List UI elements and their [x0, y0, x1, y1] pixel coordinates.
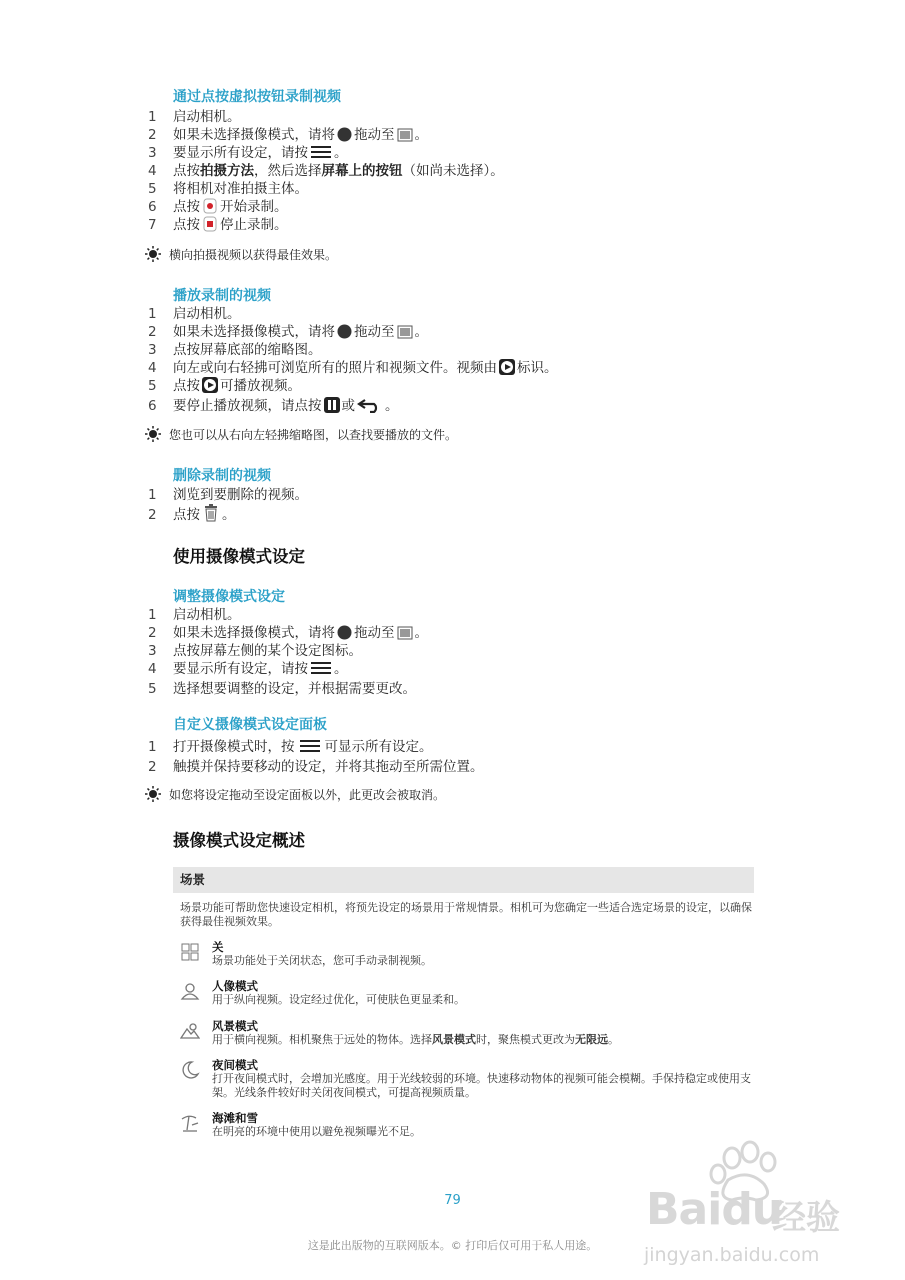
step: 4 要显示所有设定，请按 。: [148, 660, 348, 678]
tip: 您也可以从右向左轻拂缩略图，以查找要播放的文件。: [145, 426, 457, 443]
table-header: 场景: [173, 867, 754, 893]
step: 2 如果未选择摄像模式，请将 拖动至 。: [148, 126, 428, 144]
menu-icon: [297, 738, 323, 759]
step: 5 将相机对准拍摄主体。: [148, 181, 308, 197]
scene-off-icon: [180, 942, 200, 962]
step: 4 点按拍摄方法，然后选择屏幕上的按钮（如尚未选择）。: [148, 163, 504, 179]
mode-selector-knob-icon: [337, 324, 352, 344]
watermark-url: jingyan.baidu.com: [644, 1244, 820, 1266]
video-play-icon: [202, 377, 218, 398]
step: 3 点按屏幕左侧的某个设定图标。: [148, 643, 362, 659]
section-title-adjust-settings: 调整摄像模式设定: [173, 589, 285, 605]
heading-settings-overview: 摄像模式设定概述: [173, 831, 305, 850]
menu-icon: [310, 660, 332, 681]
step: 1 启动相机。: [148, 306, 241, 322]
step: 3 点按屏幕底部的缩略图。: [148, 342, 322, 358]
tip: 如您将设定拖动至设定面板以外，此更改会被取消。: [145, 786, 445, 803]
step: 3 要显示所有设定，请按 。: [148, 144, 348, 162]
beach-snow-icon: [180, 1113, 200, 1133]
step: 6 点按 开始录制。: [148, 198, 288, 216]
trash-icon: [202, 504, 220, 527]
scene-title: 人像模式: [212, 979, 258, 993]
step: 2 如果未选择摄像模式，请将 拖动至 。: [148, 323, 428, 341]
step: 2 点按 。: [148, 504, 236, 522]
scene-desc: 用于纵向视频。设定经过优化，可使肤色更显柔和。: [212, 993, 465, 1006]
landscape-icon: [180, 1021, 200, 1041]
section-title-record-video: 通过点按虚拟按钮录制视频: [173, 89, 341, 105]
video-mode-icon: [397, 325, 413, 344]
scene-title: 夜间模式: [212, 1058, 258, 1072]
step: 1 浏览到要删除的视频。: [148, 487, 308, 503]
scene-desc: 用于横向视频。相机聚焦于远处的物体。选择风景模式时，聚焦模式更改为无限远。: [212, 1033, 619, 1046]
step: 1 启动相机。: [148, 607, 241, 623]
section-title-play-video: 播放录制的视频: [173, 288, 271, 304]
scene-desc: 打开夜间模式时，会增加光感度。用于光线较弱的环境。快速移动物体的视频可能会模糊。手保持稳定或使用支架。光线条件较好时关闭夜间模式，可提高视频质量。: [212, 1072, 751, 1099]
baidu-watermark: [640, 1140, 870, 1270]
scene-row: [180, 979, 755, 1009]
scene-title: 关: [212, 940, 224, 954]
pause-icon: [324, 397, 340, 418]
step: 2 触摸并保持要移动的设定，并将其拖动至所需位置。: [148, 759, 484, 775]
step: 6 要停止播放视频，请点按 或 。: [148, 397, 399, 415]
step: 5 点按 可播放视频。: [148, 377, 301, 395]
section-title-delete-video: 删除录制的视频: [173, 468, 271, 484]
portrait-icon: [180, 981, 200, 1001]
video-mode-icon: [397, 128, 413, 147]
record-stop-icon: [202, 216, 218, 237]
table-description: 场景功能可帮助您快速设定相机，将预先设定的场景用于常规情景。相机可为您确定一些适合选定场景的设定，以确保获得最佳视频效果。: [180, 901, 752, 928]
section-title-customize-panel: 自定义摄像模式设定面板: [173, 717, 327, 733]
video-play-icon: [499, 359, 515, 380]
lightbulb-icon: [145, 426, 161, 442]
scene-desc: 在明亮的环境中使用以避免视频曝光不足。: [212, 1125, 421, 1138]
watermark-cn: 经验: [772, 1198, 840, 1238]
video-mode-icon: [397, 626, 413, 645]
step: 4 向左或向右轻拂可浏览所有的照片和视频文件。视频由 标识。: [148, 359, 558, 377]
lightbulb-icon: [145, 786, 161, 802]
step: 1 启动相机。: [148, 109, 241, 125]
scene-title: 海滩和雪: [212, 1111, 258, 1125]
footer-note: 这是此出版物的互联网版本。© 打印后仅可用于私人用途。: [307, 1239, 598, 1252]
scene-title: 风景模式: [212, 1019, 258, 1033]
scene-row: [180, 1058, 755, 1102]
step: 1 打开摄像模式时，按 可显示所有设定。: [148, 738, 433, 756]
tip: 横向拍摄视频以获得最佳效果。: [145, 246, 337, 263]
scene-desc: 场景功能处于关闭状态，您可手动录制视频。: [212, 954, 432, 967]
step: 5 选择想要调整的设定，并根据需要更改。: [148, 681, 416, 697]
scene-row: [180, 940, 755, 970]
watermark-brand: Baidu: [646, 1184, 783, 1235]
back-icon: [357, 397, 383, 418]
step: 2 如果未选择摄像模式，请将 拖动至 。: [148, 624, 428, 642]
step: 7 点按 停止录制。: [148, 216, 288, 234]
page-number: 79: [444, 1193, 461, 1208]
heading-use-video-settings: 使用摄像模式设定: [173, 547, 305, 566]
scene-row: [180, 1111, 755, 1141]
scene-row: [180, 1019, 755, 1049]
night-icon: [180, 1060, 200, 1080]
lightbulb-icon: [145, 246, 161, 262]
